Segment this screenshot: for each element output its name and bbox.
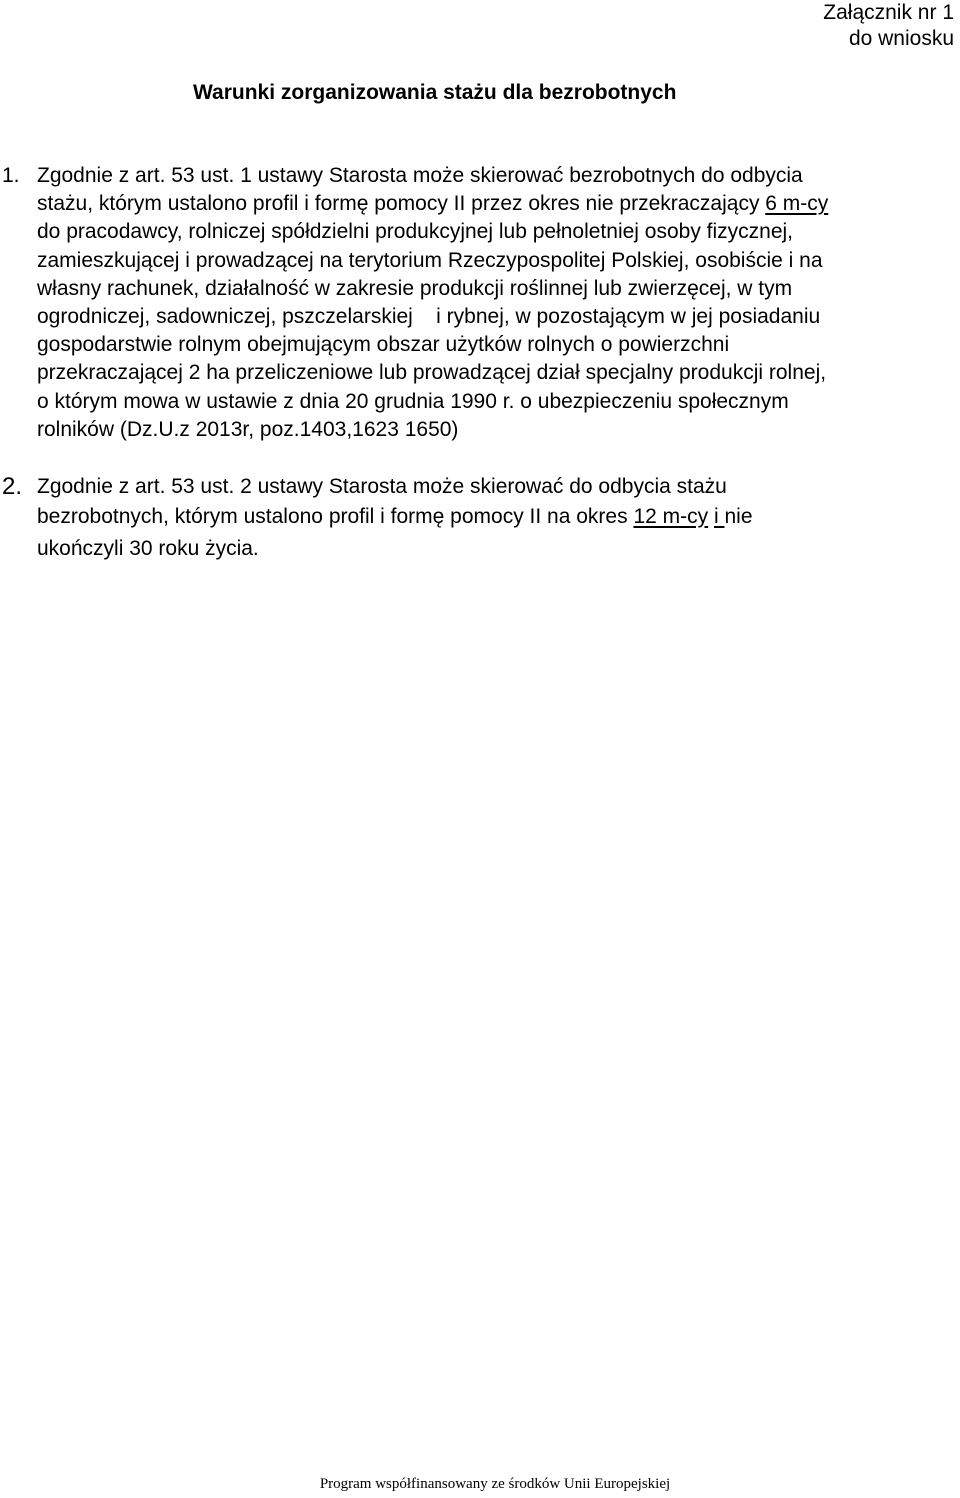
- funding-footer: Program współfinansowany ze środków Unii Europejskiej: [319, 1476, 671, 1492]
- list-item-1-line-9: o którym mowa w ustawie z dnia 20 grudnia 1990 r. o ubezpieczeniu społecznym: [37, 389, 789, 413]
- list-item-2-line-3: ukończyli 30 roku życia.: [37, 537, 259, 560]
- list-item-1-line-2-text: stażu, którym ustalono profil i formę pomocy II przez okres nie przekraczający: [37, 192, 766, 216]
- list-item-2: [0, 472, 753, 567]
- attachment-line-1: Załącznik nr 1: [823, 1, 954, 24]
- document-title: Warunki zorganizowania stażu dla bezrobotnych: [193, 81, 677, 104]
- list-item-2-line-2: [0, 502, 753, 532]
- list-item-1-line-3: do pracodawcy, rolniczej spółdzielni produkcyjnej lub pełnoletniej osoby fizycznej,: [37, 220, 794, 244]
- attachment-line-2: do wniosku: [848, 27, 954, 50]
- list-item-2-line-2-start: bezrobotnych, którym ustalono profil i formę pomocy II na okres: [37, 504, 634, 528]
- list-item-2-line-2-end: nie: [724, 504, 753, 528]
- list-item-1-line-2: [0, 190, 956, 218]
- list-item-1-line-5: własny rachunek, działalność w zakresie produkcji roślinnej lub zwierzęcej, w tym: [37, 276, 793, 300]
- list-item-1-line-10: rolników (Dz.U.z 2013r, poz.1403,1623 1650): [37, 417, 459, 441]
- period-12-months: 12 m-cy: [633, 504, 709, 528]
- list-item-1-line-6: ogrodniczej, sadowniczej, pszczelarskiej i rybnej, w pozostającym w jej posiadaniu: [37, 305, 821, 329]
- list-item-1-number: 1.: [2, 164, 20, 187]
- list-item-2-line-1: Zgodnie z art. 53 ust. 2 ustawy Starosta może skierować do odbycia stażu: [37, 475, 727, 498]
- list-item-1-line-1: Zgodnie z art. 53 ust. 1 ustawy Starosta może skierować bezrobotnych do odbycia: [37, 164, 803, 187]
- list-item-1-line-8: przekraczającej 2 ha przeliczeniowe lub prowadzącej dział specjalny produkcji rolnej,: [37, 361, 827, 385]
- period-6-months: 6 m-cy: [765, 192, 829, 216]
- list-item-1-line-4: zamieszkującej i prowadzącej na terytorium Rzeczypospolitej Polskiej, osobiście i na: [37, 248, 823, 272]
- conjunction-i: i: [713, 504, 725, 528]
- list-item-1-line-7: gospodarstwie rolnym obejmującym obszar użytków rolnych o powierzchni: [37, 333, 730, 357]
- attachment-label: [823, 0, 954, 52]
- list-item-1: [0, 162, 956, 444]
- list-item-2-number: 2.: [2, 473, 23, 500]
